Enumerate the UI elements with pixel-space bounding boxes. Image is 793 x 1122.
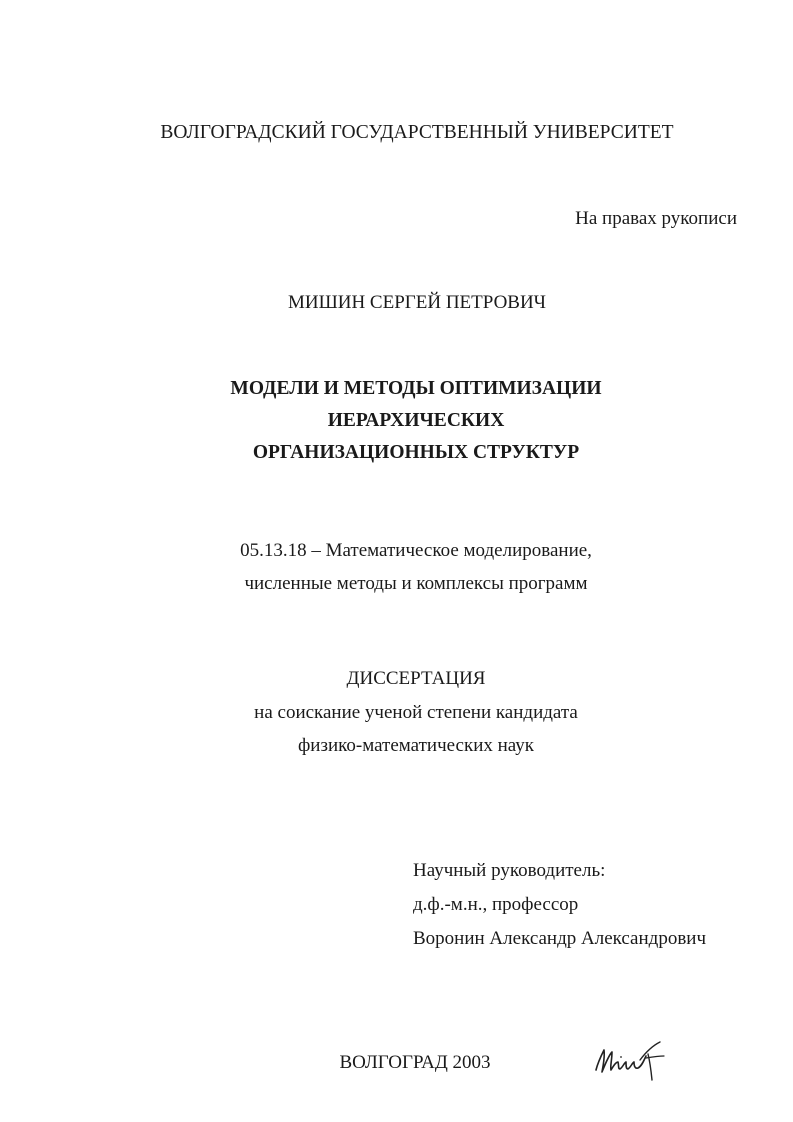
dissertation-label: ДИССЕРТАЦИЯ xyxy=(346,668,486,689)
specialty-line-1: 05.13.18 – Математическое моделирование, xyxy=(240,540,592,561)
title-line-1: МОДЕЛИ И МЕТОДЫ ОПТИМИЗАЦИИ xyxy=(230,378,602,399)
title-line-3: ОРГАНИЗАЦИОННЫХ СТРУКТУР xyxy=(252,442,580,463)
degree-line-2: физико-математических наук xyxy=(297,735,535,756)
university-name: ВОЛГОГРАДСКИЙ ГОСУДАРСТВЕННЫЙ УНИВЕРСИТЕТ xyxy=(160,122,674,143)
handwritten-signature-icon xyxy=(588,1032,678,1084)
specialty-line-2: численные методы и комплексы программ xyxy=(244,573,588,594)
rights-note: На правах рукописи xyxy=(575,208,737,229)
supervisor-label: Научный руководитель: xyxy=(413,860,606,881)
supervisor-name: Воронин Александр Александрович xyxy=(413,928,707,949)
title-line-2: ИЕРАРХИЧЕСКИХ xyxy=(327,410,505,431)
degree-line-1: на соискание ученой степени кандидата xyxy=(254,702,578,723)
city-year: ВОЛГОГРАД 2003 xyxy=(339,1052,491,1073)
author-name: МИШИН СЕРГЕЙ ПЕТРОВИЧ xyxy=(287,292,547,313)
supervisor-degree: д.ф.-м.н., профессор xyxy=(413,894,579,915)
